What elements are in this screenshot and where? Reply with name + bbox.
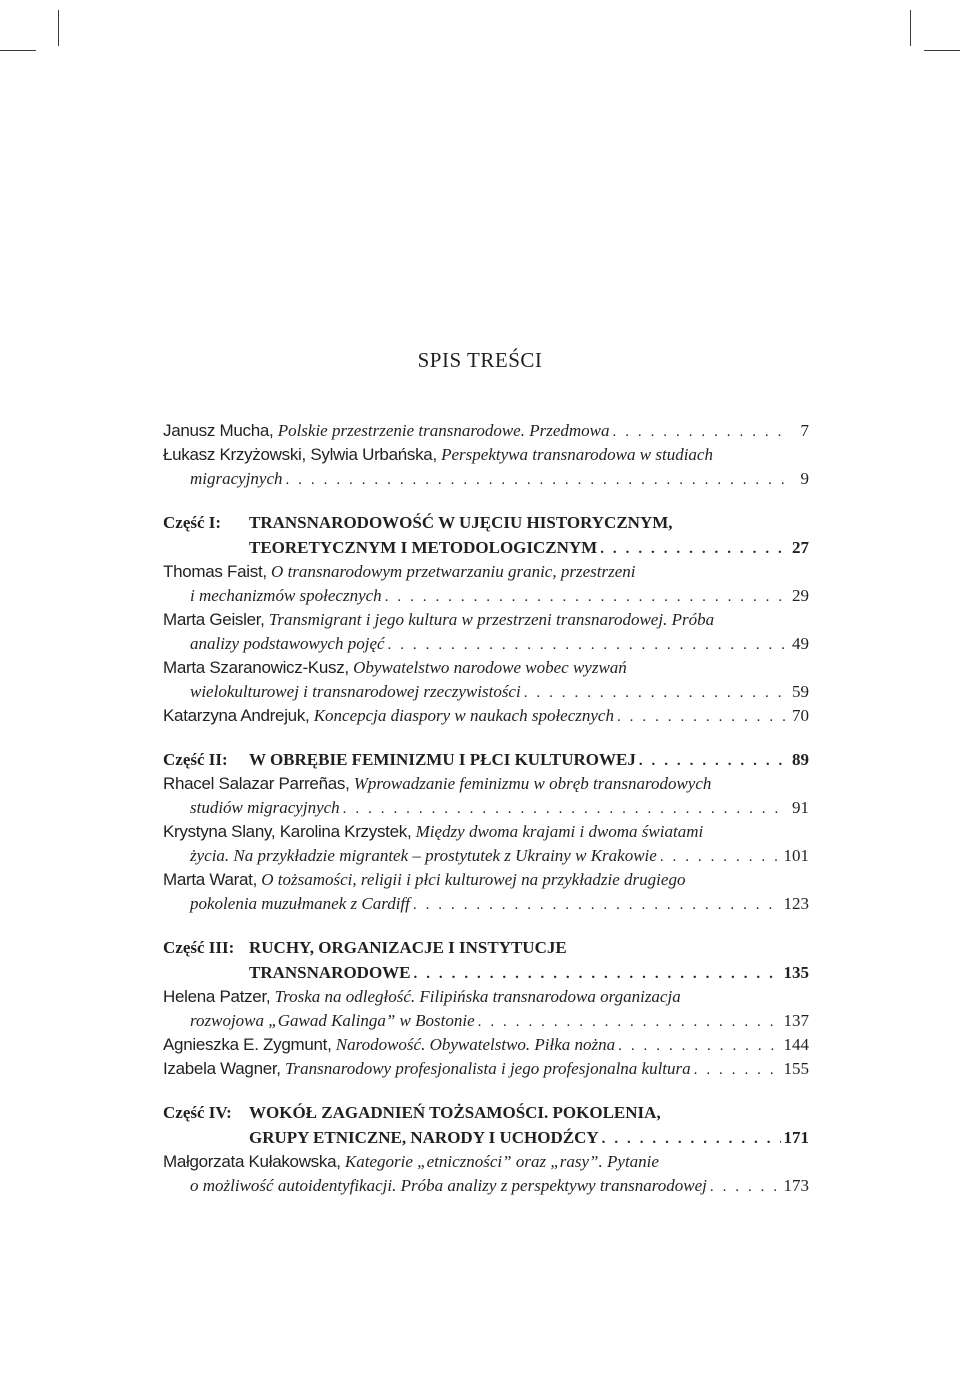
- entry-title: studiów migracyjnych: [190, 798, 340, 817]
- toc-entry-line: [163, 656, 809, 680]
- toc-entry-text: [163, 1150, 659, 1174]
- dot-leader: [602, 1127, 781, 1152]
- dot-leader: [478, 1010, 781, 1034]
- part-heading: [163, 935, 809, 985]
- entry-title: Wprowadzanie feminizmu w obręb transnarodowych: [353, 774, 712, 793]
- toc-entry-text: [190, 680, 521, 704]
- part-title: TRANSNARODOWE: [249, 963, 411, 982]
- page-number: 101: [783, 846, 809, 865]
- toc-entry-line: [163, 680, 809, 704]
- part-title: WOKÓŁ ZAGADNIEŃ TOŻSAMOŚCI. POKOLENIA,: [249, 1103, 661, 1122]
- crop-mark: [58, 10, 59, 46]
- part-heading: [163, 510, 809, 560]
- dot-leader: [413, 893, 781, 917]
- entry-author: Marta Geisler,: [163, 610, 265, 629]
- toc-entry-line: [163, 1150, 809, 1174]
- toc-entry-text: [190, 1174, 707, 1198]
- entry-title: Transnarodowy profesjonalista i jego profesjonalna kultura: [284, 1059, 691, 1078]
- toc-entry-text: [163, 704, 614, 728]
- page-number: 7: [800, 421, 809, 440]
- toc-entry-text: [163, 656, 627, 680]
- part-title: W OBRĘBIE FEMINIZMU I PŁCI KULTUROWEJ: [249, 750, 636, 769]
- page-number: 91: [792, 798, 809, 817]
- entry-title: Kategorie „etniczności” oraz „rasy”. Pytanie: [344, 1152, 659, 1171]
- entry-title: O tożsamości, religii i płci kulturowej na przykładzie drugiego: [261, 870, 686, 889]
- toc-entry-line: [163, 704, 809, 728]
- entry-title: Obywatelstwo narodowe wobec wyzwań: [353, 658, 627, 677]
- part-label: Część II:: [163, 750, 228, 769]
- part-title: RUCHY, ORGANIZACJE I INSTYTUCJE: [249, 938, 567, 957]
- toc-entry-text: [190, 467, 283, 491]
- entry-author: Krystyna Slany, Karolina Krzystek,: [163, 822, 412, 841]
- dot-leader: [524, 681, 788, 705]
- toc-entry-line: [163, 844, 809, 868]
- part-label: Część IV:: [163, 1103, 232, 1122]
- entry-author: Izabela Wagner,: [163, 1059, 281, 1078]
- part-entries: [163, 560, 809, 728]
- dot-leader: [388, 633, 788, 657]
- part-title: TEORETYCZNYM I METODOLOGICZNYM: [249, 538, 598, 557]
- table-of-contents: [163, 419, 809, 1198]
- page-number: 29: [792, 586, 809, 605]
- toc-entry: [163, 443, 809, 491]
- entry-title: Narodowość. Obywatelstwo. Piłka nożna: [335, 1035, 616, 1054]
- toc-entry: [163, 1057, 809, 1081]
- toc-entry: [163, 820, 809, 868]
- toc-entry-line: [163, 1033, 809, 1057]
- page-number: 49: [792, 634, 809, 653]
- entry-title: Między dwoma krajami i dwoma światami: [415, 822, 704, 841]
- entry-author: Thomas Faist,: [163, 562, 267, 581]
- toc-entry-line: [163, 560, 809, 584]
- part-heading-line: [163, 1100, 809, 1125]
- toc-entry-text: [163, 419, 610, 443]
- toc-entry-line: [163, 1057, 809, 1081]
- toc-entry-line: [163, 632, 809, 656]
- page-number: 9: [800, 469, 809, 488]
- toc-entry-line: [163, 772, 809, 796]
- toc-entry-line: [163, 419, 809, 443]
- entry-title: i mechanizmów społecznych: [190, 586, 382, 605]
- toc-entry-text: [163, 560, 635, 584]
- toc-entry-text: [190, 892, 410, 916]
- toc-entry-text: [190, 1009, 475, 1033]
- entry-title: Transmigrant i jego kultura w przestrzeni transnarodowej. Próba: [268, 610, 715, 629]
- dot-leader: [617, 705, 788, 729]
- toc-entry-line: [163, 584, 809, 608]
- dot-leader: [618, 1034, 780, 1058]
- entry-author: Agnieszka E. Zygmunt,: [163, 1035, 332, 1054]
- entry-author: Łukasz Krzyżowski, Sylwia Urbańska,: [163, 445, 437, 464]
- entry-title: Perspektywa transnarodowa w studiach: [441, 445, 713, 464]
- dot-leader: [710, 1175, 781, 1199]
- toc-entry: [163, 1150, 809, 1198]
- toc-entry-text: [163, 608, 714, 632]
- toc-entry-text: [190, 584, 382, 608]
- toc-entry: [163, 560, 809, 608]
- crop-mark: [910, 10, 911, 46]
- entry-title: wielokulturowej i transnarodowej rzeczywistości: [190, 682, 521, 701]
- page-number: 171: [783, 1128, 809, 1147]
- part-entries: [163, 772, 809, 916]
- toc-entry: [163, 1033, 809, 1057]
- toc-entry: [163, 608, 809, 656]
- dot-leader: [343, 797, 788, 821]
- toc-entry-text: [163, 985, 681, 1009]
- page-number: 59: [792, 682, 809, 701]
- part-label: Część III:: [163, 938, 235, 957]
- toc-entry-line: [163, 985, 809, 1009]
- entry-author: Janusz Mucha,: [163, 421, 274, 440]
- page-number: 135: [783, 963, 809, 982]
- part-label: Część I:: [163, 513, 222, 532]
- toc-entry-line: [163, 868, 809, 892]
- entry-title: analizy podstawowych pojęć: [190, 634, 385, 653]
- page-number: 137: [783, 1011, 809, 1030]
- entry-title: O transnarodowym przetwarzaniu granic, przestrzeni: [271, 562, 636, 581]
- part-entries: [163, 1150, 809, 1198]
- page-number: 144: [783, 1035, 809, 1054]
- toc-entry-text: [163, 772, 711, 796]
- toc-entry-text: [190, 632, 385, 656]
- page-number: 27: [792, 538, 809, 557]
- entry-title: rozwojowa „Gawad Kalinga” w Bostonie: [190, 1011, 475, 1030]
- part-title: GRUPY ETNICZNE, NARODY I UCHODŹCY: [249, 1128, 599, 1147]
- entry-author: Katarzyna Andrejuk,: [163, 706, 310, 725]
- page-number: 70: [792, 706, 809, 725]
- toc-entry: [163, 419, 809, 443]
- part-heading-line: [163, 1125, 809, 1150]
- entry-title: życia. Na przykładzie migrantek – prostytutek z Ukrainy w Krakowie: [190, 846, 657, 865]
- crop-mark: [0, 50, 36, 51]
- dot-leader: [694, 1058, 781, 1082]
- dot-leader: [613, 420, 789, 444]
- toc-entry-text: [163, 820, 703, 844]
- entry-title: Polskie przestrzenie transnarodowe. Przedmowa: [277, 421, 610, 440]
- entry-author: Helena Patzer,: [163, 987, 271, 1006]
- entry-title: o możliwość autoidentyfikacji. Próba analizy z perspektywy transnarodowej: [190, 1176, 707, 1195]
- part-heading: [163, 1100, 809, 1150]
- toc-entry-line: [163, 796, 809, 820]
- page-number: 155: [783, 1059, 809, 1078]
- entry-title: Troska na odległość. Filipińska transnarodowa organizacja: [274, 987, 681, 1006]
- toc-entry-text: [190, 844, 657, 868]
- entry-author: Marta Szaranowicz-Kusz,: [163, 658, 349, 677]
- entry-author: Rhacel Salazar Parreñas,: [163, 774, 350, 793]
- toc-entry-text: [163, 868, 685, 892]
- part-heading: [163, 747, 809, 772]
- toc-entry-line: [163, 608, 809, 632]
- toc-entry: [163, 656, 809, 704]
- crop-mark: [924, 50, 960, 51]
- part-heading-line: [163, 960, 809, 985]
- toc-entry: [163, 985, 809, 1033]
- entry-title: migracyjnych: [190, 469, 283, 488]
- toc-entry-text: [190, 796, 340, 820]
- toc-entry-line: [163, 1009, 809, 1033]
- page-number: 89: [792, 750, 809, 769]
- part-title: TRANSNARODOWOŚĆ W UJĘCIU HISTORYCZNYM,: [249, 513, 673, 532]
- toc-entry-text: [163, 443, 713, 467]
- part-heading-line: [163, 510, 809, 535]
- toc-entry-line: [163, 1174, 809, 1198]
- dot-leader: [660, 845, 781, 869]
- page-title: SPIS TREŚCI: [417, 348, 543, 372]
- entry-author: Małgorzata Kułakowska,: [163, 1152, 341, 1171]
- page-number: 173: [783, 1176, 809, 1195]
- toc-entry: [163, 868, 809, 916]
- toc-entry-text: [163, 1033, 615, 1057]
- entry-title: pokolenia muzułmanek z Cardiff: [190, 894, 410, 913]
- toc-entry-text: [163, 1057, 691, 1081]
- entry-title: Koncepcja diaspory w naukach społecznych: [313, 706, 614, 725]
- dot-leader: [385, 585, 788, 609]
- entry-author: Marta Warat,: [163, 870, 258, 889]
- part-heading-line: [163, 535, 809, 560]
- toc-entry: [163, 772, 809, 820]
- page-number: 123: [783, 894, 809, 913]
- toc-entry-line: [163, 892, 809, 916]
- dot-leader: [639, 749, 788, 774]
- part-heading-line: [163, 935, 809, 960]
- toc-entry: [163, 704, 809, 728]
- part-entries: [163, 985, 809, 1081]
- dot-leader: [414, 962, 781, 987]
- part-heading-line: [163, 747, 809, 772]
- toc-entry-line: [163, 443, 809, 467]
- toc-entry-line: [163, 820, 809, 844]
- toc-entry-line: [163, 467, 809, 491]
- dot-leader: [286, 468, 788, 492]
- dot-leader: [600, 537, 788, 562]
